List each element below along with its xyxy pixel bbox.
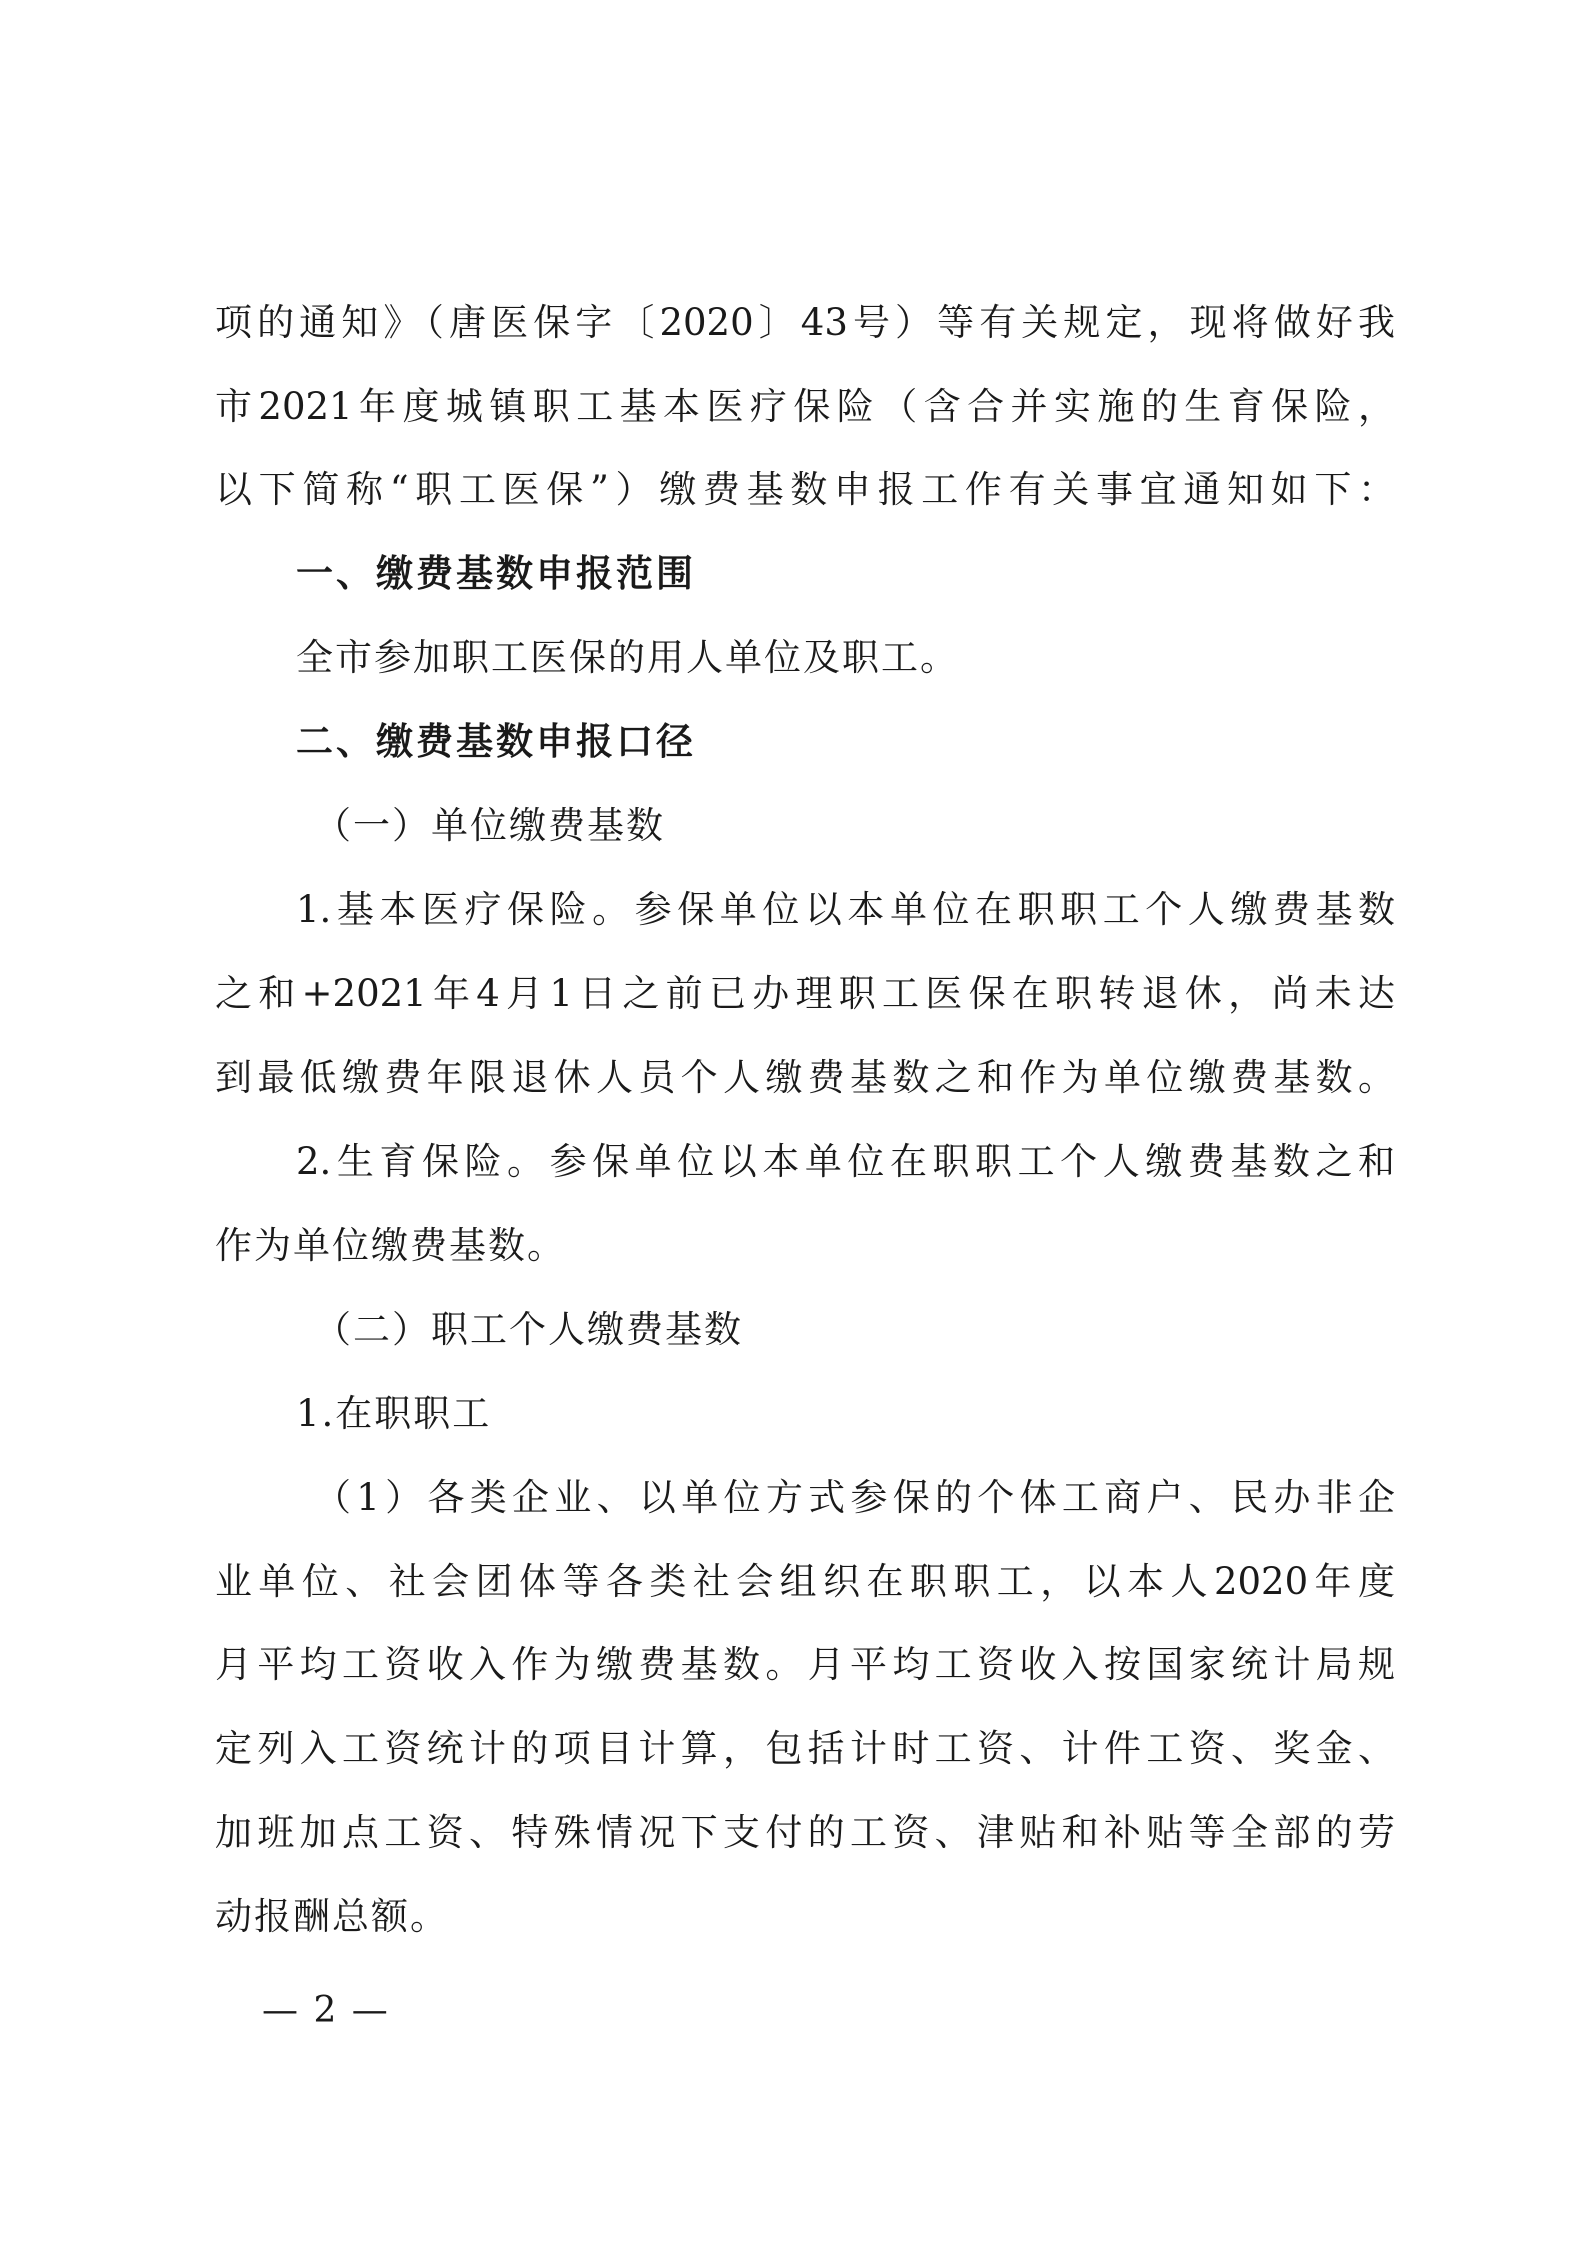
body-line-9: 之和+2021年4月1日之前已办理职工医保在职转退休，尚未达	[215, 972, 1395, 1015]
body-line-2: 市2021年度城镇职工基本医疗保险（含合并实施的生育保险，	[215, 385, 1395, 428]
body-line-5: 全市参加职工医保的用人单位及职工。	[296, 636, 959, 679]
body-line-14: 1.在职职工	[296, 1392, 492, 1435]
body-line-11: 2.生育保险。参保单位以本单位在职职工个人缴费基数之和	[296, 1140, 1395, 1183]
body-line-15: （1）各类企业、以单位方式参保的个体工商户、民办非企	[314, 1476, 1395, 1519]
body-line-17: 月平均工资收入作为缴费基数。月平均工资收入按国家统计局规	[215, 1643, 1395, 1686]
body-line-19: 加班加点工资、特殊情况下支付的工资、津贴和补贴等全部的劳	[215, 1811, 1395, 1854]
body-line-10: 到最低缴费年限退休人员个人缴费基数之和作为单位缴费基数。	[215, 1056, 1395, 1099]
page-number: — 2 —	[262, 1990, 390, 2031]
subsection-heading-2: （二）职工个人缴费基数	[314, 1308, 743, 1351]
subsection-heading-1: （一）单位缴费基数	[314, 804, 665, 847]
body-line-1: 项的通知》（唐医保字〔2020〕43号）等有关规定，现将做好我	[215, 301, 1395, 344]
body-line-3: 以下简称“职工医保”）缴费基数申报工作有关事宜通知如下：	[215, 468, 1395, 511]
body-line-8: 1.基本医疗保险。参保单位以本单位在职职工个人缴费基数	[296, 888, 1395, 931]
body-line-18: 定列入工资统计的项目计算，包括计时工资、计件工资、奖金、	[215, 1727, 1395, 1770]
section-heading-2: 二、缴费基数申报口径	[296, 720, 696, 763]
section-heading-1: 一、缴费基数申报范围	[296, 552, 696, 595]
body-line-16: 业单位、社会团体等各类社会组织在职职工，以本人2020年度	[215, 1560, 1395, 1603]
body-line-12: 作为单位缴费基数。	[215, 1224, 566, 1267]
body-line-20: 动报酬总额。	[215, 1895, 449, 1938]
